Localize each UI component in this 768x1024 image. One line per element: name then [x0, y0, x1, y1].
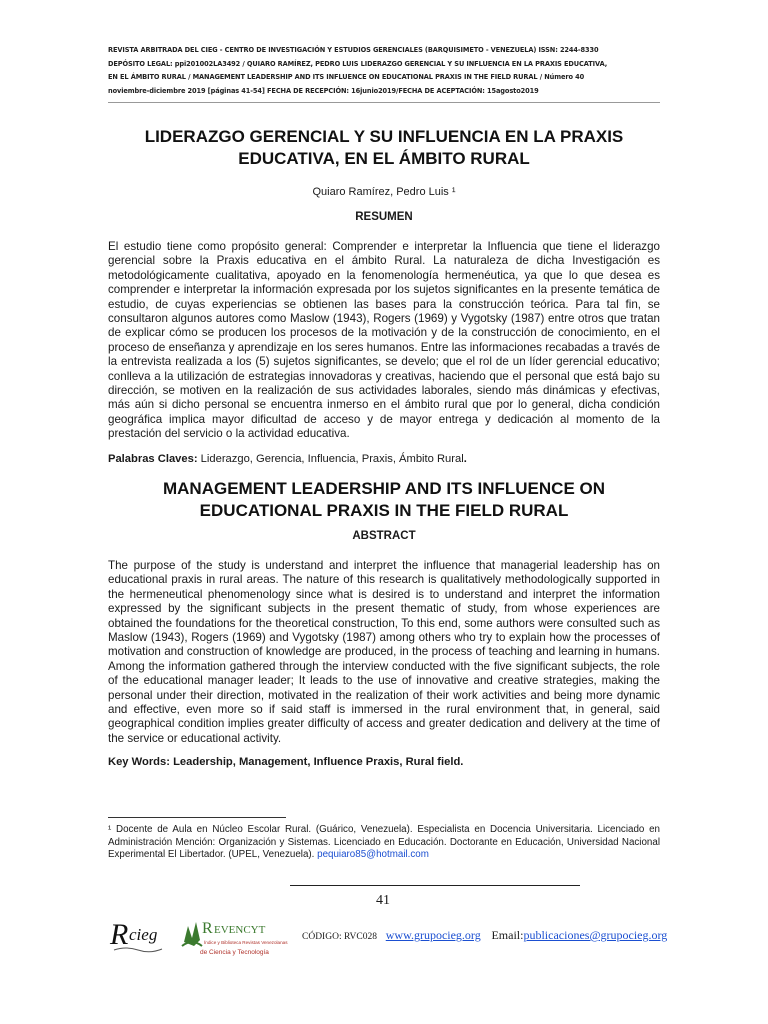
- keywords-text: Liderazgo, Gerencia, Influencia, Praxis, Ámbito Rural: [197, 453, 464, 465]
- title-line: EDUCATIVA, EN EL ÁMBITO RURAL: [238, 149, 530, 168]
- revencyt-logo-icon: [180, 916, 292, 964]
- english-keywords: [108, 756, 660, 768]
- publications-email-link[interactable]: publicaciones@grupocieg.org: [523, 928, 668, 942]
- resumen-body: El estudio tiene como propósito general: Comprender e interpretar la Influencia que tiene el liderazgo gerencial sobre la Praxis educativa en el ámbito Rural. La naturaleza de dicha Investigación es metodológicamente cualitativa, apoyado en la fenomenología hermenéutica, ya que lo que desea es comprender e interpretar la información expresada por los sujetos significantes en la presente temática de estudio, de cuyas experiencias se obtienen las bases para la construcción teórica. Para tal fin, se consultaron algunos autores como Maslow (1943), Rogers (1969) y Vygotsky (1987) entre otros que tratan de explicar cómo se producen los procesos de la motivación y de la construcción de conocimiento, en el proceso de enseñanza y aprendizaje en los seres humanos. Entre las informaciones recabadas a través de la entrevista realizada a los (5) sujetos significantes, se develo; que el rol de un líder gerencial educativo; conlleva a la utilización de estrategias innovadoras y creativas, haciendo que el personal que está bajo su dirección, se motiven en la realización de sus actividades laborales, siendo más dinámicas y efectivas, más aún si dicho personal se encuentra inmerso en el ámbito rural que por lo general, dicha condición geográfica implica mayor dificultad de acceso y de mayor entrega y dedicación al momento de la prestación del servicio o la actividad educativa.: [108, 240, 660, 441]
- header-line: DEPÓSITO LEGAL: ppi201002LA3492 / QUIARO RAMÍREZ, PEDRO LUIS LIDERAZGO GERENCIAL Y SU INFLUENCIA EN LA PRAXIS EDUCATIVA,: [108, 59, 608, 68]
- abstract-body: The purpose of the study is understand and interpret the influence that managerial leadership has on educational praxis in rural areas. The nature of this research is qualitatively methodologically supported in the hermeneutical phenomenology since what is desired is to understand and interpret the information expressed by the significant subjects in the present thematic of study, from whose experiences are obtained the foundations for the theoretical construction, To this end, some authors were consulted such as Maslow (1943), Rogers (1969) and Vygotsky (1987) among others who try to explain how the processes of motivation and construction of knowledge are produced, in the process of teaching and learning in humans. Among the information gathered through the interview conducted with the five significant subjects, the role of the educational manager leader; It leads to the use of innovative and creative strategies, making the personal under their direction, motivated in the realization of their work activities and being more dynamic and effective, even more so if said staff is immersed in the rural environment that, in general, said geographical condition implies greater difficulty of access and greater dedication and delivery at the time of the service or educational activity.: [108, 559, 660, 745]
- footnote: [108, 824, 660, 862]
- header-divider: [108, 102, 660, 103]
- title-line: MANAGEMENT LEADERSHIP AND ITS INFLUENCE ON: [162, 479, 606, 498]
- revencyt-subtitle-1: Índice y Biblioteca Revistas Venezolanas: [204, 940, 288, 945]
- keywords-period: .: [463, 453, 467, 465]
- website-link[interactable]: www.grupocieg.org: [385, 928, 481, 942]
- revencyt-name: EVENCYT: [214, 924, 266, 936]
- resumen-heading: RESUMEN: [355, 211, 413, 223]
- keywords-label: Key Words:: [108, 756, 170, 768]
- spanish-title: [108, 126, 660, 170]
- footnote-text: ¹ Docente de Aula en Núcleo Escolar Rural. (Guárico, Venezuela). Especialista en Docencia Universitaria. Licenciado en Administración Mención: Organización y Sistemas. Licenciado en Educación. Doctorante en Educación, Universidad Nacional Experimental El Libertador. (UPEL, Venezuela).: [108, 824, 660, 861]
- keywords-label: Palabras Claves:: [108, 453, 198, 465]
- keywords-text: Leadership, Management, Influence Praxis, Rural field.: [169, 756, 464, 768]
- title-line: LIDERAZGO GERENCIAL Y SU INFLUENCIA EN LA PRAXIS: [144, 127, 624, 146]
- journal-code: CÓDIGO: RVC028: [302, 932, 377, 942]
- footer: [108, 914, 668, 964]
- rcieg-logo-initial: R: [110, 918, 129, 951]
- email-label: Email:: [491, 928, 524, 942]
- revencyt-initial: R: [202, 920, 213, 937]
- author-email-link[interactable]: pequiaro85@hotmail.com: [317, 849, 429, 861]
- header-line: REVISTA ARBITRADA DEL CIEG - CENTRO DE INVESTIGACIÓN Y ESTUDIOS GERENCIALES (BARQUISIMETO - VENEZUELA) ISSN: 2244-8330: [108, 46, 599, 54]
- title-line: EDUCATIONAL PRAXIS IN THE FIELD RURAL: [199, 501, 569, 520]
- rcieg-logo-text: cieg: [129, 925, 158, 944]
- header-line: noviembre-diciembre 2019 [páginas 41-54] FECHA DE RECEPCIÓN: 16junio2019/FECHA DE ACEPTACIÓN: 15agosto2019: [108, 86, 539, 95]
- abstract-heading: ABSTRACT: [352, 530, 416, 542]
- page-number-divider: [290, 885, 580, 886]
- spanish-keywords: [108, 453, 660, 465]
- revencyt-subtitle-2: de Ciencia y Tecnología: [200, 949, 269, 956]
- english-title: [108, 478, 660, 522]
- journal-header: [108, 44, 661, 98]
- rcieg-logo-icon: [108, 916, 168, 956]
- footer-contact: [302, 928, 667, 943]
- footnote-divider: [108, 817, 286, 818]
- header-line: EN EL ÁMBITO RURAL / MANAGEMENT LEADERSHIP AND ITS INFLUENCE ON EDUCATIONAL PRAXIS IN THE FIELD RURAL / Número 40: [108, 73, 585, 82]
- author-name: Quiaro Ramírez, Pedro Luis ¹: [312, 186, 456, 198]
- page-number: 41: [376, 893, 390, 908]
